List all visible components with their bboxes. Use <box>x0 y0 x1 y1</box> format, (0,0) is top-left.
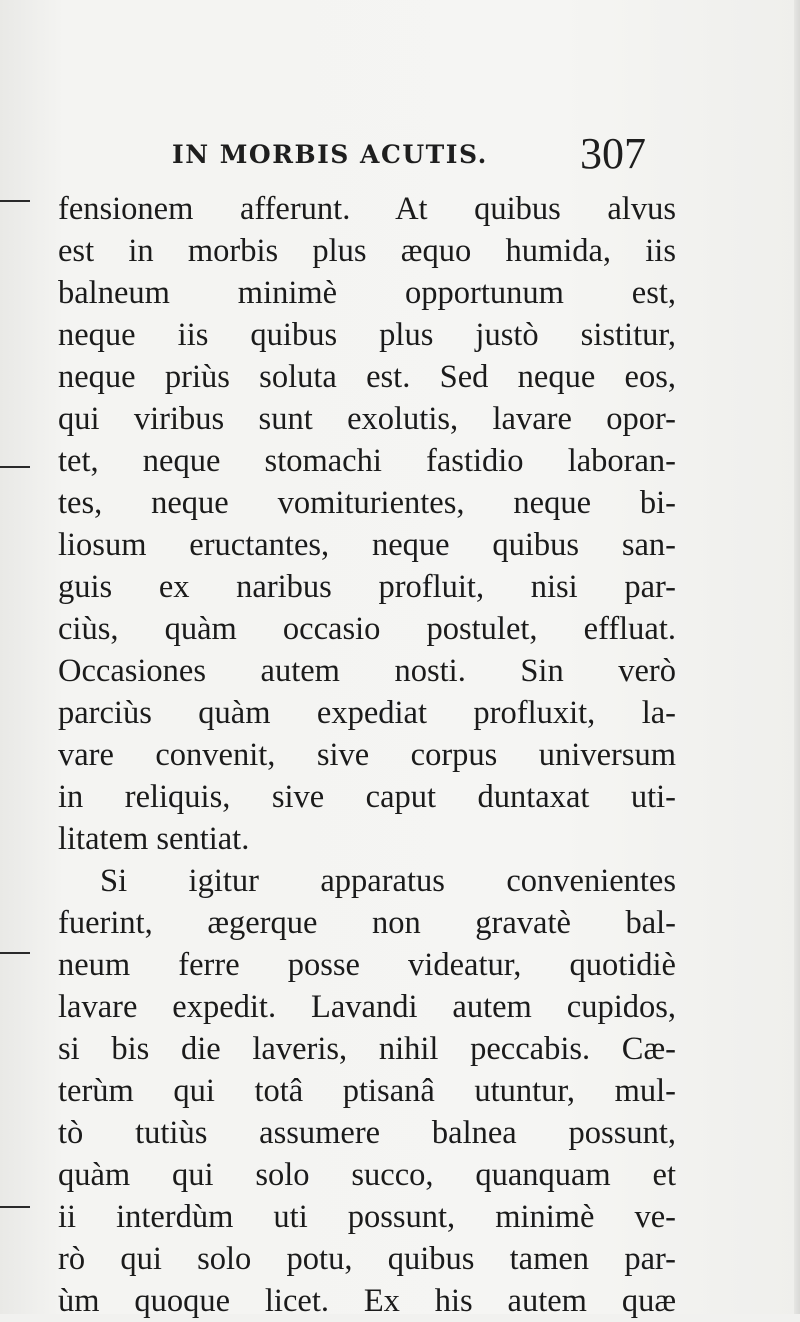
text-line: neum ferre posse videatur, quotidiè <box>58 947 676 983</box>
margin-mark <box>0 1206 30 1208</box>
text-line: si bis die laveris, nihil peccabis. Cæ- <box>58 1031 676 1067</box>
margin-mark <box>0 952 30 954</box>
text-line: in reliquis, sive caput duntaxat uti- <box>58 779 676 815</box>
text-line: rò qui solo potu, quibus tamen par- <box>58 1241 676 1277</box>
text-line: litatem sentiat. <box>58 821 250 857</box>
body-text <box>58 188 676 1322</box>
text-line: tes, neque vomiturientes, neque bi- <box>58 485 676 521</box>
text-line: parciùs quàm expediat profluxit, la- <box>58 695 676 731</box>
text-line: qui viribus sunt exolutis, lavare opor- <box>58 401 676 437</box>
text-line: Si igitur apparatus convenientes <box>100 863 676 899</box>
text-line: balneum minimè opportunum est, <box>58 275 676 311</box>
running-head: IN MORBIS ACUTIS. <box>172 140 488 169</box>
text-line: neque priùs soluta est. Sed neque eos, <box>58 359 676 395</box>
text-line: ùm quoque licet. Ex his autem quæ <box>58 1283 676 1319</box>
text-line: tò tutiùs assumere balnea possunt, <box>58 1115 676 1151</box>
text-line: guis ex naribus profluit, nisi par- <box>58 569 676 605</box>
text-line: fuerint, ægerque non gravatè bal- <box>58 905 676 941</box>
text-line: fensionem afferunt. At quibus alvus <box>58 191 676 227</box>
text-line: liosum eructantes, neque quibus san- <box>58 527 676 563</box>
page-number: 307 <box>580 129 646 178</box>
margin-mark <box>0 200 30 202</box>
text-line: est in morbis plus æquo humida, iis <box>58 233 676 269</box>
text-line: ciùs, quàm occasio postulet, effluat. <box>58 611 676 647</box>
text-line: Occasiones autem nosti. Sin verò <box>58 653 676 689</box>
text-line: vare convenit, sive corpus universum <box>58 737 676 773</box>
text-line: neque iis quibus plus justò sistitur, <box>58 317 676 353</box>
text-line: quàm qui solo succo, quanquam et <box>58 1157 676 1193</box>
text-line: terùm qui totâ ptisanâ utuntur, mul- <box>58 1073 676 1109</box>
text-line: ii interdùm uti possunt, minimè ve- <box>58 1199 676 1235</box>
margin-mark <box>0 466 30 468</box>
page-edge-shadow <box>794 0 800 1314</box>
text-line: lavare expedit. Lavandi autem cupidos, <box>58 989 676 1025</box>
page-header <box>172 128 692 178</box>
text-line: tet, neque stomachi fastidio laboran- <box>58 443 676 479</box>
